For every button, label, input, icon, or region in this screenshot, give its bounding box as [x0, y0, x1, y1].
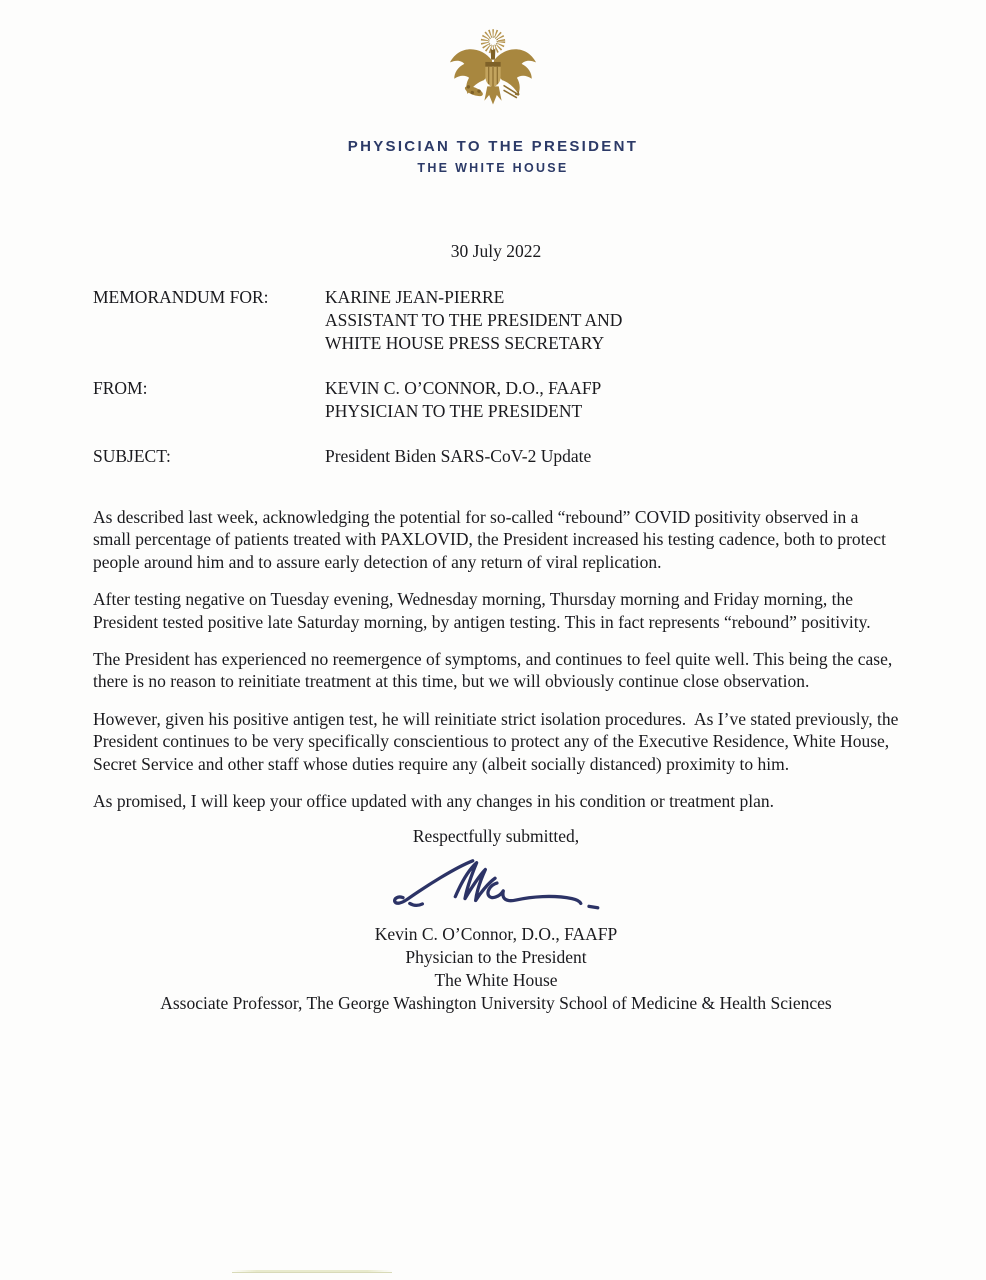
signer-affiliation: Associate Professor, The George Washington University School of Medicine & Health Sciences [160, 993, 832, 1014]
letterhead-subtitle: THE WHITE HOUSE [417, 161, 569, 175]
sender-name: KEVIN C. O’CONNOR, D.O., FAAFP [325, 378, 602, 398]
memo-row-subject [93, 445, 899, 468]
memo-label-memorandum-for: MEMORANDUM FOR: [93, 287, 269, 307]
memo-date: 30 July 2022 [450, 241, 542, 261]
memo-row-from [93, 377, 899, 423]
signer-organization: The White House [434, 970, 558, 991]
signature-icon [380, 855, 612, 917]
letterhead-title: PHYSICIAN TO THE PRESIDENT [347, 138, 639, 155]
signer-title: Physician to the President [405, 947, 587, 968]
sender-title: PHYSICIAN TO THE PRESIDENT [325, 401, 583, 421]
body-paragraph-2: After testing negative on Tuesday evening, Wednesday morning, Thursday morning and Friday morning, the President tested positive late Saturday morning, by antigen testing. This in fact represents “rebound” positivity. [93, 589, 871, 632]
memo-header [93, 286, 899, 468]
letterhead [0, 0, 986, 175]
body-paragraph-3: The President has experienced no reemergence of symptoms, and continues to feel quite well. This being the case, there is no reason to reinitiate treatment at this time, but we will obviously continue close observation. [93, 649, 897, 692]
signer-name: Kevin C. O’Connor, D.O., FAAFP [374, 924, 618, 945]
body-paragraph-5: As promised, I will keep your office updated with any changes in his condition or treatment plan. [93, 791, 775, 812]
memo-body [93, 506, 903, 812]
recipient-name: KARINE JEAN-PIERRE [325, 287, 505, 307]
body-paragraph-1: As described last week, acknowledging the potential for so-called “rebound” COVID positivity observed in a small percentage of patients treated with PAXLOVID, the President increased his testing cadence, both to protect people around him and to assure early detection of any return of viral replication. [93, 507, 891, 572]
scan-artifact-line [232, 1270, 392, 1273]
memo-label-subject: SUBJECT: [93, 446, 171, 466]
signature-block [93, 923, 899, 1015]
presidential-seal-icon [445, 28, 541, 116]
closing-salutation: Respectfully submitted, [412, 826, 580, 847]
memo-label-from: FROM: [93, 378, 148, 398]
body-paragraph-4: However, given his positive antigen test, he will reinitiate strict isolation procedures. As I’ve stated previously, the President continues to be very specifically conscientious to protect any of the Executive Residence, White House, Secret Service and other staff whose duties require any (albeit socially distanced) proximity to him. [93, 708, 903, 774]
recipient-title-line-2: WHITE HOUSE PRESS SECRETARY [325, 333, 605, 353]
memo-content [93, 241, 903, 1015]
memo-row-memorandum-for [93, 286, 899, 355]
memo-recipient-block [325, 286, 622, 355]
subject-text: President Biden SARS-CoV-2 Update [325, 446, 592, 466]
memo-subject-block [325, 445, 591, 468]
memo-sender-block [325, 377, 601, 423]
recipient-title-line-1: ASSISTANT TO THE PRESIDENT AND [325, 310, 623, 330]
